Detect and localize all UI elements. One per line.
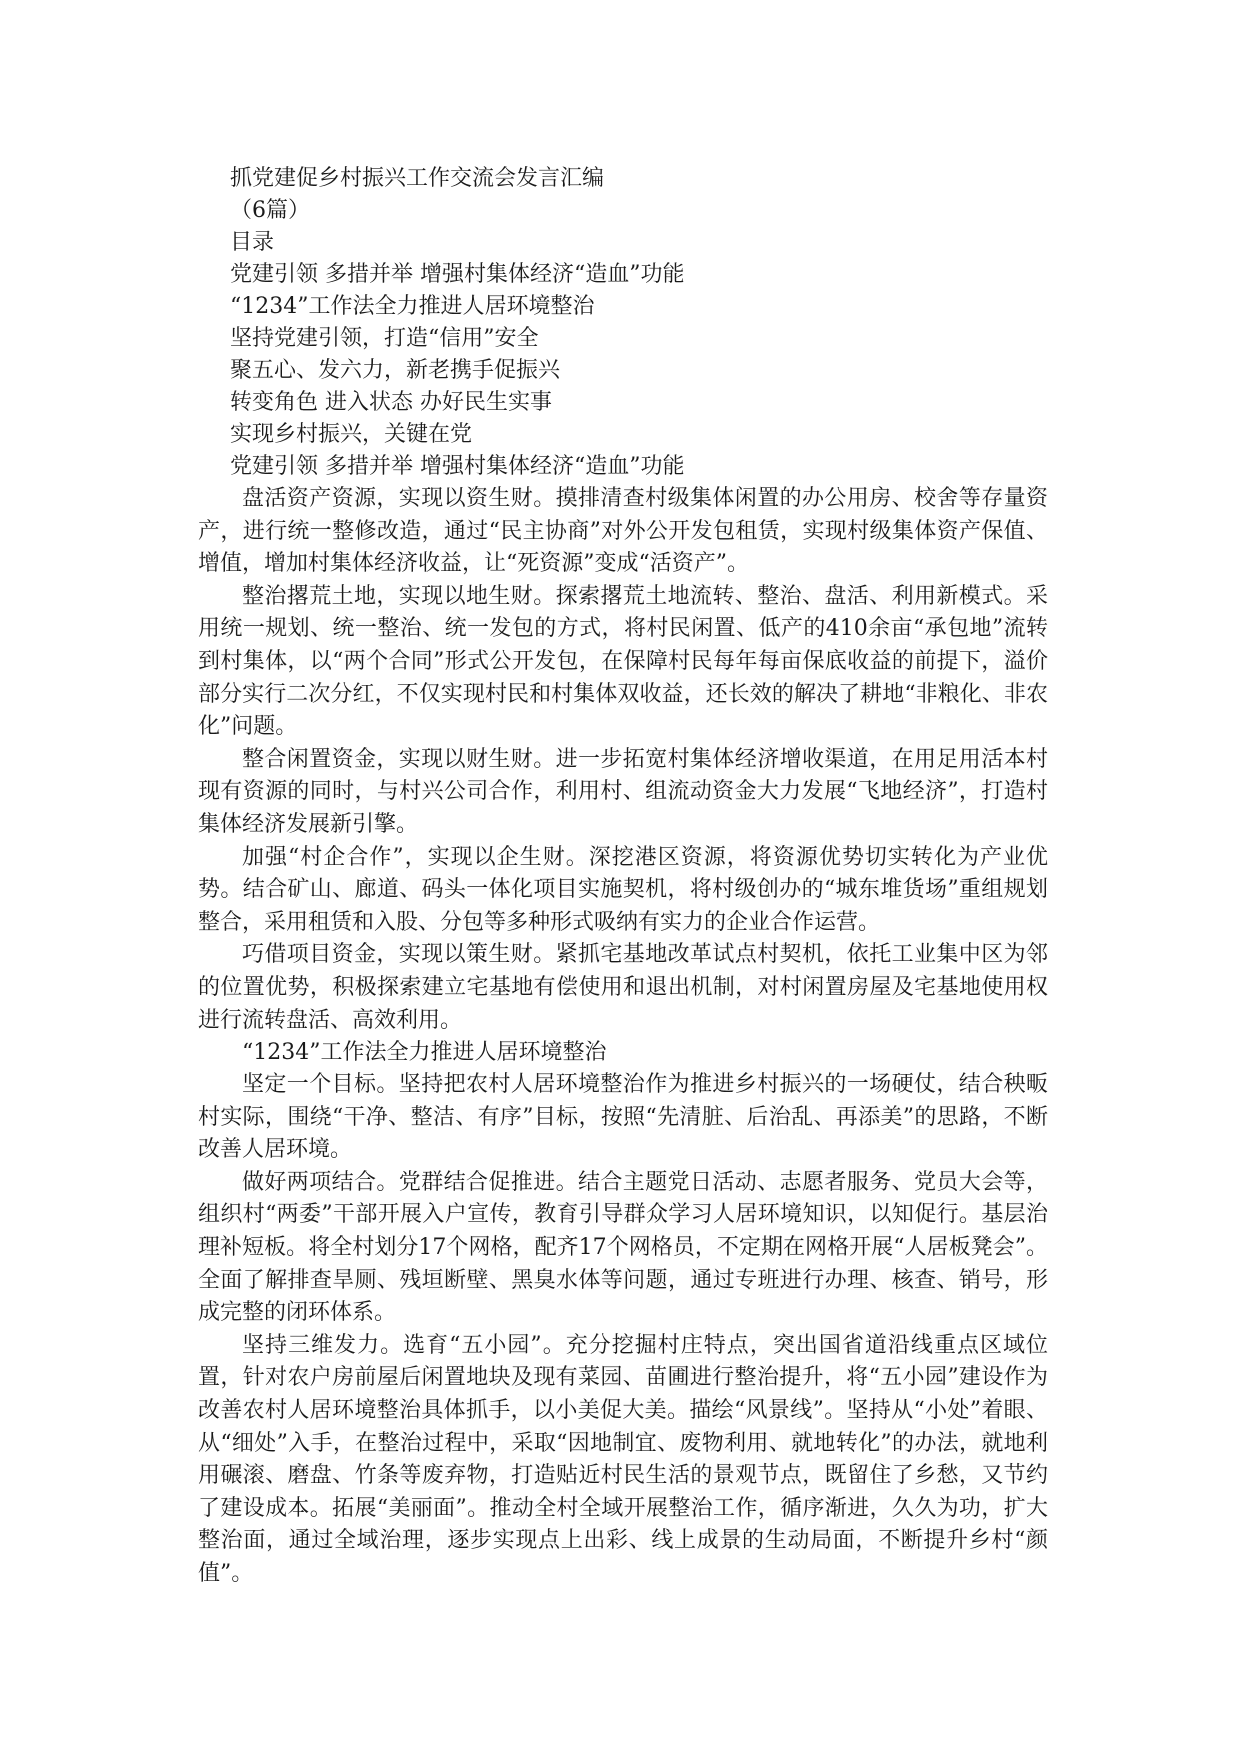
paragraph: 盘活资产资源，实现以资生财。摸排清查村级集体闲置的办公用房、校舍等存量资产，进行统一整修改造，通过“民主协商”对外公开发包租赁，实现村级集体资产保值、增值，增加村集体经济收益，让“死资源”变成“活资产”。 xyxy=(198,486,1048,577)
paragraph: 巧借项目资金，实现以策生财。紧抓宅基地改革试点村契机，依托工业集中区为邻的位置优势，积极探索建立宅基地有偿使用和退出机制，对村闲置房屋及宅基地使用权进行流转盘活、高效利用。 xyxy=(198,942,1048,1033)
toc-item: “1234”工作法全力推进人居环境整治 xyxy=(230,294,595,319)
paragraph: 整合闲置资金，实现以财生财。进一步拓宽村集体经济增收渠道，在用足用活本村现有资源的同时，与村兴公司合作，利用村、组流动资金大力发展“飞地经济”，打造村集体经济发展新引擎。 xyxy=(198,746,1048,837)
paragraph: 整治撂荒土地，实现以地生财。探索撂荒土地流转、整治、盘活、利用新模式。采用统一规划、统一整治、统一发包的方式，将村民闲置、低产的410余亩“承包地”流转到村集体，以“两个合同”形式公开发包，在保障村民每年每亩保底收益的前提下，溢价部分实行二次分红，不仅实现村民和村集体双收益，还长效的解决了耕地“非粮化、非农化”问题。 xyxy=(198,583,1048,740)
section-heading: “1234”工作法全力推进人居环境整治 xyxy=(242,1040,607,1066)
document-title: 抓党建促乡村振兴工作交流会发言汇编 xyxy=(230,166,605,191)
toc-item: 聚五心、发六力，新老携手促振兴 xyxy=(230,358,561,383)
toc-item: 党建引领 多措并举 增强村集体经济“造血”功能 xyxy=(230,262,685,287)
table-of-contents xyxy=(198,259,1048,451)
section-heading: 党建引领 多措并举 增强村集体经济“造血”功能 xyxy=(230,454,685,479)
section-2 xyxy=(198,1037,1048,1591)
toc-item: 实现乡村振兴，关键在党 xyxy=(230,422,473,447)
paragraph: 坚持三维发力。选育“五小园”。充分挖掘村庄特点，突出国省道沿线重点区域位置，针对农户房前屋后闲置地块及现有菜园、苗圃进行整治提升，将“五小园”建设作为改善农村人居环境整治具体抓手，以小美促大美。描绘“风景线”。坚持从“小处”着眼、从“细处”入手，在整治过程中，采取“因地制宜、废物利用、就地转化”的办法，就地利用碾滚、磨盘、竹条等废弃物，打造贴近村民生活的景观节点，既留住了乡愁，又节约了建设成本。拓展“美丽面”。推动全村全域开展整治工作，循序渐进，久久为功，扩大整治面，通过全域治理，逐步实现点上出彩、线上成景的生动局面，不断提升乡村“颜值”。 xyxy=(198,1332,1048,1586)
toc-item: 转变角色 进入状态 办好民生实事 xyxy=(230,390,552,415)
document-body xyxy=(198,163,1048,1591)
paragraph: 做好两项结合。党群结合促推进。结合主题党日活动、志愿者服务、党员大会等，组织村“两委”干部开展入户宣传，教育引导群众学习人居环境知识，以知促行。基层治理补短板。将全村划分17个网格，配齐17个网格员，不定期在网格开展“人居板凳会”。全面了解排查旱厕、残垣断壁、黑臭水体等问题，通过专班进行办理、核查、销号，形成完整的闭环体系。 xyxy=(198,1169,1048,1326)
toc-label: 目录 xyxy=(230,230,275,255)
paragraph: 加强“村企合作”，实现以企生财。深挖港区资源，将资源优势切实转化为产业优势。结合矿山、廊道、码头一体化项目实施契机，将村级创办的“城东堆货场”重组规划整合，采用租赁和入股、分包等多种形式吸纳有实力的企业合作运营。 xyxy=(198,844,1048,935)
section-1 xyxy=(198,451,1048,1037)
toc-item: 坚持党建引领，打造“信用”安全 xyxy=(230,326,539,351)
document-subtitle: （6篇） xyxy=(230,198,310,223)
paragraph: 坚定一个目标。坚持把农村人居环境整治作为推进乡村振兴的一场硬仗，结合秧畈村实际，围绕“干净、整洁、有序”目标，按照“先清脏、后治乱、再添美”的思路，不断改善人居环境。 xyxy=(198,1072,1048,1163)
